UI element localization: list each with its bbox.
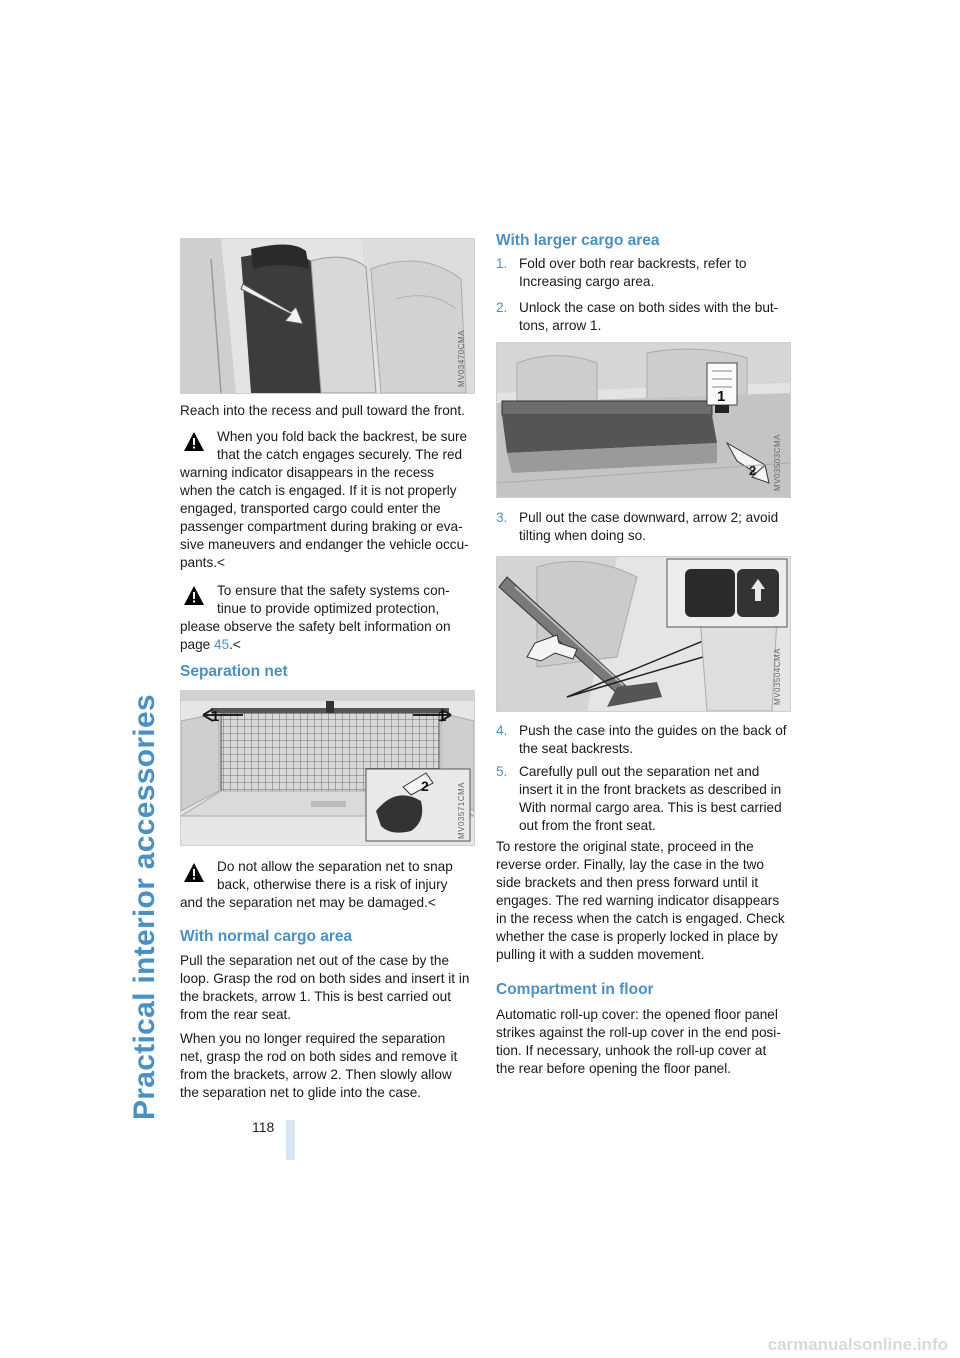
warning-line: passenger compartment during braking or eva- — [180, 519, 463, 534]
warning-line: To ensure that the safety systems con- — [217, 583, 450, 598]
step-number: 4. — [496, 723, 508, 738]
page-link[interactable]: 45 — [214, 637, 230, 652]
step-line: Push the case into the guides on the back of — [519, 723, 787, 738]
warning-line: back, otherwise there is a risk of injury — [217, 877, 448, 892]
warning-line-page-ref — [180, 636, 241, 654]
figure-separation-net — [180, 690, 475, 846]
paragraph-reach: Reach into the recess and pull toward the front. — [180, 403, 465, 418]
heading-separation-net: Separation net — [180, 663, 288, 680]
text-line: tion. If necessary, unhook the roll-up cover at — [496, 1043, 767, 1058]
text-line: the rear before opening the floor panel. — [496, 1061, 732, 1076]
text-line: in the recess when the catch is engaged. Check — [496, 911, 785, 926]
heading-compartment-floor: Compartment in floor — [496, 981, 654, 998]
step-line: Fold over both rear backrests, refer to — [519, 256, 747, 271]
step-number: 3. — [496, 510, 508, 525]
figure-code: MV03504CMA — [772, 647, 782, 705]
figure-unlock-case — [496, 342, 791, 498]
warning-line: sive maneuvers and endanger the vehicle occu- — [180, 537, 469, 552]
step-number: 2. — [496, 300, 508, 315]
text-line: the separation net to glide into the case. — [180, 1085, 422, 1100]
warning-line: please observe the safety belt information on — [180, 619, 451, 634]
page-prefix: page — [180, 637, 215, 652]
chapter-title: Practical interior accessories — [128, 694, 161, 1120]
warning-line: when the catch is engaged. If it is not properly — [180, 483, 457, 498]
warning-icon — [183, 431, 205, 453]
figure-code: MV03571CMA — [456, 781, 466, 839]
warning-line: that the catch engages securely. The red — [217, 447, 463, 462]
text-line: engages. The red warning indicator disappears — [496, 893, 780, 908]
text-line: pulling it with a sudden movement. — [496, 947, 705, 962]
warning-icon — [183, 862, 205, 884]
text-line: from the brackets, arrow 2. Then slowly allow — [180, 1067, 452, 1082]
text-line: net, grasp the rod on both sides and remove it — [180, 1049, 458, 1064]
text-line: When you no longer required the separation — [180, 1031, 446, 1046]
figure-pull-case — [496, 556, 791, 712]
step-line: Carefully pull out the separation net and — [519, 764, 760, 779]
step-line: With normal cargo area. This is best carried — [519, 800, 782, 815]
step-line: Pull out the case downward, arrow 2; avoid — [519, 510, 779, 525]
svg-text:1: 1 — [211, 708, 220, 725]
step-line: tons, arrow 1. — [519, 318, 602, 333]
step-line: Unlock the case on both sides with the but- — [519, 300, 779, 315]
text-line: reverse order. Finally, lay the case in the two — [496, 857, 764, 872]
pull-case-illustration — [497, 557, 790, 711]
separation-net-illustration — [181, 691, 474, 845]
page-number: 118 — [252, 1119, 275, 1135]
text-line: Automatic roll-up cover: the opened floor panel — [496, 1007, 778, 1022]
step-line: out from the front seat. — [519, 818, 656, 833]
text-line: from the rear seat. — [180, 1007, 292, 1022]
svg-text:2: 2 — [749, 463, 757, 478]
figure-code: MV03503CMA — [772, 433, 782, 491]
step-line: tilting when doing so. — [519, 528, 646, 543]
unlock-case-illustration — [497, 343, 790, 497]
text-line: whether the case is properly locked in place by — [496, 929, 778, 944]
warning-line: and the separation net may be damaged.< — [180, 895, 436, 910]
warning-line: When you fold back the backrest, be sure — [217, 429, 468, 444]
text-line: the brackets, arrow 1. This is best carried out — [180, 989, 451, 1004]
step-number: 5. — [496, 764, 508, 779]
figure-backrest-release — [180, 238, 475, 394]
heading-larger-cargo: With larger cargo area — [496, 232, 660, 249]
text-line: To restore the original state, proceed in the — [496, 839, 754, 854]
warning-line: engaged, transported cargo could enter the — [180, 501, 441, 516]
warning-icon — [183, 585, 205, 607]
svg-text:1: 1 — [717, 388, 726, 405]
warning-line: Do not allow the separation net to snap — [217, 859, 453, 874]
step-line: the seat backrests. — [519, 741, 634, 756]
page-suffix: .< — [229, 637, 241, 652]
step-line: Increasing cargo area. — [519, 274, 655, 289]
svg-text:2: 2 — [421, 778, 429, 794]
warning-line: tinue to provide optimized protection, — [217, 601, 440, 616]
step-line: insert it in the front brackets as described in — [519, 782, 782, 797]
watermark: carmanualsonline.info — [767, 1334, 948, 1354]
heading-normal-cargo: With normal cargo area — [180, 928, 353, 945]
warning-line: warning indicator disappears in the recess — [180, 465, 434, 480]
step-number: 1. — [496, 256, 508, 271]
warning-line: pants.< — [180, 555, 225, 570]
text-line: strikes against the roll-up cover in the end posi- — [496, 1025, 781, 1040]
svg-text:1: 1 — [438, 708, 447, 725]
text-line: Pull the separation net out of the case by the — [180, 953, 450, 968]
figure-code: MV03470CMA — [456, 329, 466, 387]
backrest-illustration — [181, 239, 474, 393]
text-line: side brackets and then press forward until it — [496, 875, 759, 890]
page-marker-bar — [286, 1120, 295, 1160]
text-line: loop. Grasp the rod on both sides and insert it in — [180, 971, 470, 986]
